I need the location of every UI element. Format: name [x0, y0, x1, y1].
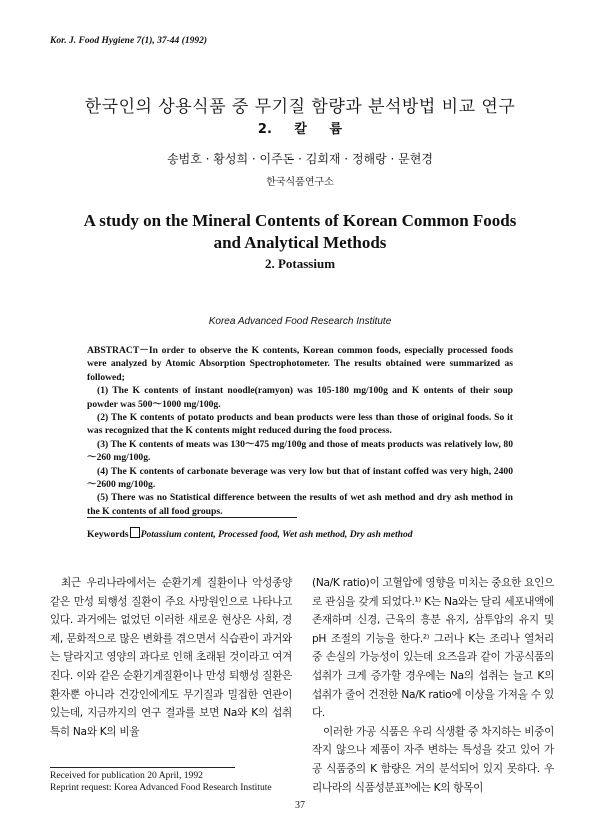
abstract-item-3: (3) The K contents of meats was 130～475 mg/100g and those of meats products was relatively low, 80～260 mg/100g. [87, 438, 513, 464]
keywords-text: Potassium content, Processed food, Wet ash method, Dry ash method [140, 529, 413, 540]
abstract-divider [87, 517, 297, 518]
body-left-paragraph: 최근 우리나라에서는 순환기계 질환이나 악성종양 같은 만성 퇴행성 질환이 주요 사망원인으로 나타나고 있다. 과거에는 없었던 이러한 새로운 현상은 사회, 경제, 문화적으로 많은 변화를 겪으면서 식습관이 과거와는 달라지고 영양의 과다로 인해 초래된 것이라고 여겨진다. 이와 같은 순환기계질환이나 만성 퇴행성 질환은 환자뿐 아니라 건강인에게도 무기질과 밀접한 연관이 있는데, 지금까지의 연구 결과를 보면 Na와 K의 섭취 특히 Na와 K의 비율 [50, 577, 292, 738]
footnote [50, 770, 290, 793]
abstract [87, 344, 513, 518]
korean-title: 한국인의 상용식품 중 무기질 함량과 분석방법 비교 연구 [84, 97, 516, 117]
abstract-item-5: (5) There was no Statistical difference between the results of wet ash method and dry ash method in the K contents of all food groups. [87, 492, 513, 517]
abstract-item-1: (1) The K contents of instant noodle(ramyon) was 105-180 mg/100g and K ontents of their soup powder was 500～1000 mg/100g. [87, 385, 513, 410]
english-title-line1: A study on the Mineral Contents of Korean Common Foods [83, 211, 517, 230]
footnote-divider [50, 767, 235, 768]
english-title [0, 210, 600, 254]
body-column-left [50, 574, 292, 741]
korean-institute: 한국식품연구소 [266, 177, 334, 188]
footnote-reprint: Reprint request: Korea Advanced Food Research Institute [50, 781, 272, 793]
english-institute: Korea Advanced Food Research Institute [208, 316, 392, 327]
body-column-right [312, 574, 554, 797]
keywords-box-glyph [130, 527, 140, 538]
keywords-line [87, 527, 413, 540]
keywords-label: Keywords [87, 529, 129, 540]
korean-authors: 송범호 · 황성희 · 이주돈 · 김회재 · 정해랑 · 문현경 [167, 152, 433, 166]
body-right-paragraph-1: (Na/K ratio)이 고혈압에 영향을 미치는 중요한 요인으로 관심을 갖게 되었다.¹⁾ K는 Na와는 달리 세포내액에 존재하며 신경, 근육의 흥분 유지, 삼투압의 유지 및 pH 조절의 기능을 한다.²⁾ 그러나 K는 조리나 열처리 중 손실의 가능성이 있는데 요즈음과 같이 가공식품의 섭취가 크게 증가할 경우에는 Na의 섭취는 늘고 K의 섭취가 줄어 건전한 Na/K ratio에 이상을 가져올 수 있다. [312, 577, 554, 720]
journal-header: Kor. J. Food Hygiene 7(1), 37-44 (1992) [50, 36, 208, 46]
footnote-received: Received for publication 20 April, 1992 [50, 770, 203, 781]
abstract-item-4: (4) The K contents of carbonate beverage was very low but that of instant coffed was very high, 2400～2600 mg/100g. [87, 465, 513, 491]
korean-subtitle: 2. 칼 륨 [257, 122, 343, 137]
abstract-intro: ABSTRACT－In order to observe the K contents, Korean common foods, especially processed foods were analyzed by Atomic Absorption Spectrophotometer. The results obtained were summarized as followed; [87, 345, 513, 383]
abstract-item-2: (2) The K contents of potato products and bean products were less than those of original foods. So it was recognized that the K contents might reduced during the food process. [87, 412, 513, 437]
body-right-paragraph-2: 이러한 가공 식품은 우리 식생활 중 차지하는 비중이 작지 않으나 제품이 자주 변하는 특성을 갖고 있어 가공 식품중의 K 함량은 거의 분석되어 있지 못하다. 우리나라의 식품성분표³⁾에는 K의 항목이 [312, 725, 554, 794]
page-number: 37 [295, 800, 305, 811]
english-subtitle: 2. Potassium [264, 256, 336, 271]
english-title-line2: and Analytical Methods [213, 233, 387, 252]
